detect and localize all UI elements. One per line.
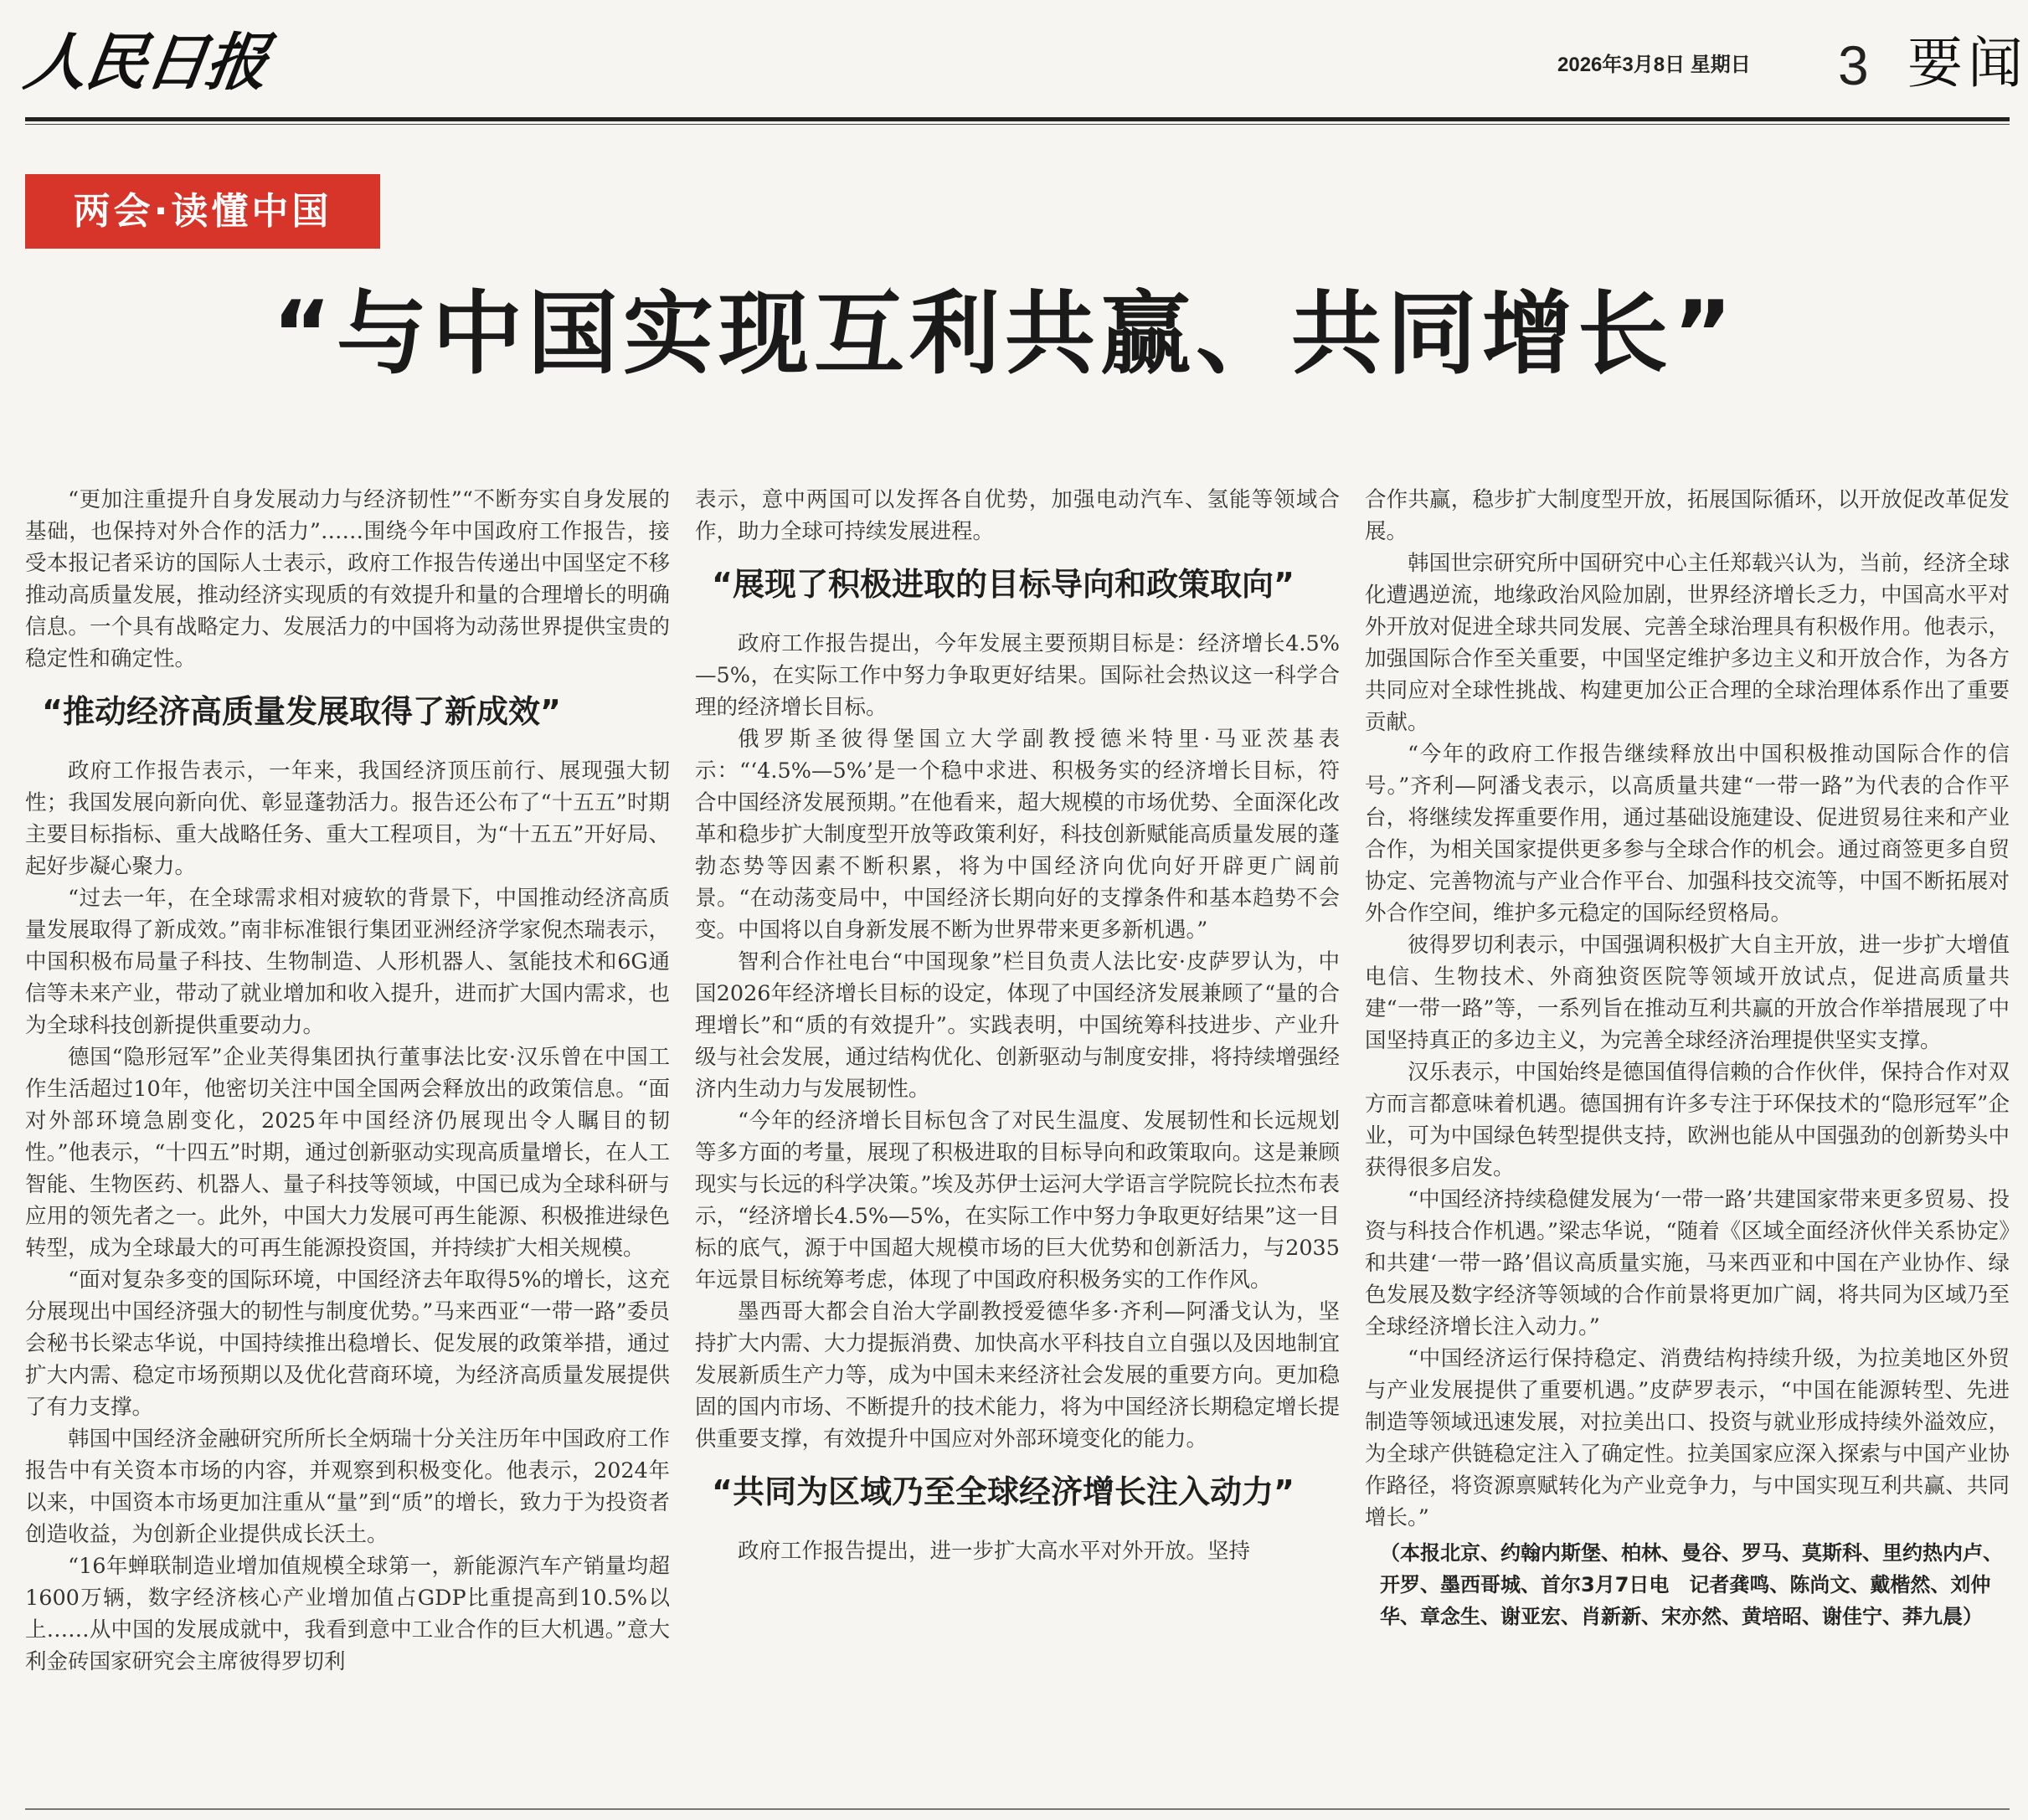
byline: （本报北京、约翰内斯堡、柏林、曼谷、罗马、莫斯科、里约热内卢、开罗、墨西哥城、首尔3月7日电 记者龚鸣、陈尚文、戴楷然、刘仲华、章念生、谢亚宏、肖新新、宋亦然、黄培昭、谢佳宁、莽九晨） — [1380, 1541, 2003, 1628]
paragraph: 俄罗斯圣彼得堡国立大学副教授德米特里·马亚茨基表示：“‘4.5%—5%’是一个稳中求进、积极务实的经济增长目标，符合中国经济发展预期。”在他看来，超大规模的市场优势、全面深化改革和稳步扩大制度型开放等政策利好，科技创新赋能高质量发展的蓬勃态势等因素不断积累，将为中国经济向优向好开辟更广阔前景。“在动荡变局中，中国经济长期向好的支撑条件和基本趋势不会变。中国将以自身新发展不断为世界带来更多新机遇。” — [695, 727, 1340, 943]
article-column-1 — [25, 484, 670, 1678]
page-number: 3 — [1838, 34, 1869, 96]
paragraph: 墨西哥大都会自治大学副教授爱德华多·齐利—阿潘戈认为，坚持扩大内需、大力提振消费、加快高水平科技自立自强以及因地制宜发展新质生产力等，成为中国未来经济社会发展的重要方向。更加稳固的国内市场、不断提升的技术能力，将为中国经济长期稳定增长提供重要支撑，有效提升中国应对外部环境变化的能力。 — [695, 1299, 1340, 1452]
paragraph: 韩国世宗研究所中国研究中心主任郑载兴认为，当前，经济全球化遭遇逆流，地缘政治风险加剧，世界经济增长乏力，中国高水平对外开放对促进全球共同发展、完善全球治理具有积极作用。他表示，加强国际合作至关重要，中国坚定维护多边主义和开放合作，为各方共同应对全球性挑战、构建更加公正合理的全球治理体系作出了重要贡献。 — [1365, 551, 2010, 735]
masthead-rule — [25, 117, 2010, 121]
page-section-name: 要闻 — [1907, 31, 2028, 95]
masthead — [19, 15, 2028, 114]
paragraph: 政府工作报告提出，今年发展主要预期目标是：经济增长4.5%—5%，在实际工作中努力争取更好结果。国际社会热议这一科学合理的经济增长目标。 — [695, 631, 1340, 720]
newspaper-logo: 人民日报 — [19, 27, 272, 99]
paragraph: 政府工作报告表示，一年来，我国经济顶压前行、展现强大韧性；我国发展向新向优、彰显蓬勃活力。报告还公布了“十五五”时期主要目标指标、重大战略任务、重大工程项目，为“十五五”开好局、起好步凝心聚力。 — [25, 758, 670, 879]
paragraph: “16年蝉联制造业增加值规模全球第一，新能源汽车产销量均超1600万辆，数字经济核心产业增加值占GDP比重提高到10.5%以上……从中国的发展成就中，我看到意中工业合作的巨大机遇。”意大利金砖国家研究会主席彼得罗切利 — [25, 1554, 670, 1674]
page-headline: “与中国实现互利共赢、共同增长” — [272, 282, 1737, 387]
paragraph: “中国经济持续稳健发展为‘一带一路’共建国家带来更多贸易、投资与科技合作机遇。”梁志华说，“随着《区域全面经济伙伴关系协定》和共建‘一带一路’倡议高质量实施，马来西亚和中国在产业协作、绿色发展及数字经济等领域的合作前景将更加广阔，将共同为区域乃至全球经济增长注入动力。” — [1365, 1187, 2010, 1339]
subheading: “共同为区域乃至全球经济增长注入动力” — [712, 1473, 1295, 1510]
article-column-2 — [695, 484, 1340, 1567]
column-tag: 两会·读懂中国 — [25, 174, 380, 249]
bottom-rule — [25, 1808, 2010, 1810]
paragraph: “中国经济运行保持稳定、消费结构持续升级，为拉美地区外贸与产业发展提供了重要机遇。”皮萨罗表示，“中国在能源转型、先进制造等领域迅速发展，对拉美出口、投资与就业形成持续外溢效应，为全球产供链稳定注入了确定性。拉美国家应深入探索与中国产业协作路径，将资源禀赋转化为产业竞争力，与中国实现互利共赢、共同增长。” — [1365, 1346, 2010, 1530]
paragraph: “今年的政府工作报告继续释放出中国积极推动国际合作的信号。”齐利—阿潘戈表示，以高质量共建“一带一路”为代表的合作平台，将继续发挥重要作用，通过基础设施建设、促进贸易往来和产业合作，为相关国家提供更多参与全球合作的机会。通过商签更多自贸协定、完善物流与产业合作平台、加强科技交流等，中国不断拓展对外合作空间，维护多元稳定的国际经贸格局。 — [1365, 742, 2010, 926]
paragraph: 智利合作社电台“中国现象”栏目负责人法比安·皮萨罗认为，中国2026年经济增长目标的设定，体现了中国经济发展兼顾了“量的合理增长”和“质的有效提升”。实践表明，中国统筹科技进步、产业升级与社会发展，通过结构优化、创新驱动与制度安排，将持续增强经济内生动力与发展韧性。 — [695, 949, 1340, 1102]
paragraph: 合作共赢，稳步扩大制度型开放，拓展国际循环，以开放促改革促发展。 — [1365, 487, 2010, 544]
paragraph: “过去一年，在全球需求相对疲软的背景下，中国推动经济高质量发展取得了新成效。”南非标准银行集团亚洲经济学家倪杰瑞表示，中国积极布局量子科技、生物制造、人形机器人、氢能技术和6G通信等未来产业，带动了就业增加和收入提升，进而扩大国内需求，也为全球科技创新提供重要动力。 — [25, 886, 670, 1038]
paragraph: 彼得罗切利表示，中国强调积极扩大自主开放，进一步扩大增值电信、生物技术、外商独资医院等领域开放试点，促进高质量共建“一带一路”等，一系列旨在推动互利共赢的开放合作举措展现了中国坚持真正的多边主义，为完善全球经济治理提供坚实支撑。 — [1365, 933, 2010, 1053]
paragraph: 韩国中国经济金融研究所所长全炳瑞十分关注历年中国政府工作报告中有关资本市场的内容，并观察到积极变化。他表示，2024年以来，中国资本市场更加注重从“量”到“质”的增长，致力于为投资者创造收益，为创新企业提供成长沃土。 — [25, 1427, 670, 1547]
paragraph: 汉乐表示，中国始终是德国值得信赖的合作伙伴，保持合作对双方而言都意味着机遇。德国拥有许多专注于环保技术的“隐形冠军”企业，可为中国绿色转型提供支持，欧洲也能从中国强劲的创新势头中获得很多启发。 — [1365, 1060, 2010, 1180]
paragraph: “今年的经济增长目标包含了对民生温度、发展韧性和长远规划等多方面的考量，展现了积极进取的目标导向和政策取向。这是兼顾现实与长远的科学决策。”埃及苏伊士运河大学语言学院院长拉杰布表示，“经济增长4.5%—5%，在实际工作中努力争取更好结果”这一目标的底气，源于中国超大规模市场的巨大优势和创新活力，与2035年远景目标统筹考虑，体现了中国政府积极务实的工作作风。 — [695, 1108, 1340, 1293]
paragraph: 德国“隐形冠军”企业芙得集团执行董事法比安·汉乐曾在中国工作生活超过10年，他密切关注中国全国两会释放出的政策信息。“面对外部环境急剧变化，2025年中国经济仍展现出令人瞩目的韧性。”他表示，“十四五”时期，通过创新驱动实现高质量增长，在人工智能、生物医药、机器人、量子科技等领域，中国已成为全球科研与应用的领先者之一。此外，中国大力发展可再生能源、积极推进绿色转型，成为全球最大的可再生能源投资国，并持续扩大相关规模。 — [25, 1045, 670, 1261]
paragraph: 表示，意中两国可以发挥各自优势，加强电动汽车、氢能等领域合作，助力全球可持续发展进程。 — [695, 487, 1340, 544]
issue-date: 2026年3月8日 星期日 — [1557, 54, 1751, 76]
subheading: “推动经济高质量发展取得了新成效” — [42, 693, 561, 730]
article-column-3 — [1365, 484, 2010, 1632]
paragraph: “更加注重提升自身发展动力与经济韧性”“不断夯实自身发展的基础，也保持对外合作的活力”……围绕今年中国政府工作报告，接受本报记者采访的国际人士表示，政府工作报告传递出中国坚定不移推动高质量发展，推动经济实现质的有效提升和量的合理增长的明确信息。一个具有战略定力、发展活力的中国将为动荡世界提供宝贵的稳定性和确定性。 — [25, 487, 670, 671]
paragraph: “面对复杂多变的国际环境，中国经济去年取得5%的增长，这充分展现出中国经济强大的韧性与制度优势。”马来西亚“一带一路”委员会秘书长梁志华说，中国持续推出稳增长、促发展的政策举措，通过扩大内需、稳定市场预期以及优化营商环境，为经济高质量发展提供了有力支撑。 — [25, 1267, 670, 1420]
subheading: “展现了积极进取的目标导向和政策取向” — [712, 566, 1295, 603]
paragraph: 政府工作报告提出，进一步扩大高水平对外开放。坚持 — [738, 1539, 1251, 1564]
masthead-rule-thin — [25, 124, 2010, 125]
